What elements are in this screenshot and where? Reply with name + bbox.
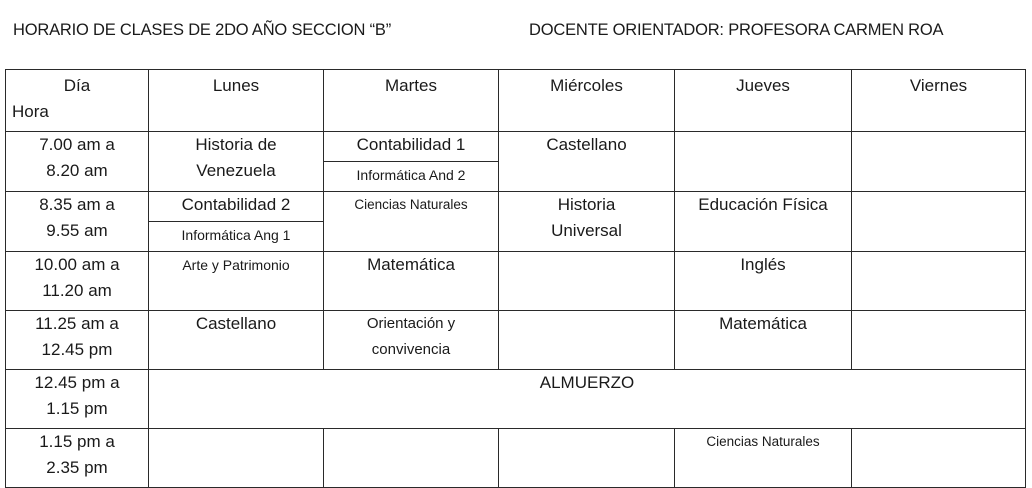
schedule-title: HORARIO DE CLASES DE 2DO AÑO SECCION “B” xyxy=(13,21,391,39)
class-cell-martes-top: Contabilidad 1 xyxy=(324,132,499,162)
time-start: 7.00 am a xyxy=(39,135,115,154)
time-start: 1.15 pm a xyxy=(39,432,115,451)
class-cell-viernes xyxy=(852,311,1026,370)
class-cell-miercoles xyxy=(499,192,675,252)
time-start: 12.45 pm a xyxy=(34,373,120,392)
class-name-line: Universal xyxy=(551,221,622,240)
day-header-viernes: Viernes xyxy=(852,70,1026,132)
lunch-cell: ALMUERZO xyxy=(149,370,1026,429)
class-cell-lunes: Castellano xyxy=(149,311,324,370)
class-cell-lunes-bottom: Informática Ang 1 xyxy=(149,222,324,252)
time-end: 1.15 pm xyxy=(46,399,108,418)
class-cell-viernes xyxy=(852,192,1026,252)
class-name-line: Historia de xyxy=(195,135,277,154)
class-cell-jueves: Ciencias Naturales xyxy=(675,429,852,488)
header-row xyxy=(6,70,1026,132)
class-name-line: Orientación y xyxy=(366,315,456,332)
class-cell-lunes: Arte y Patrimonio xyxy=(149,252,324,311)
class-cell-lunes-top: Contabilidad 2 xyxy=(149,192,324,222)
teacher-label: DOCENTE ORIENTADOR: PROFESORA CARMEN ROA xyxy=(529,21,944,39)
time-cell xyxy=(6,311,149,370)
class-cell-jueves xyxy=(675,132,852,192)
table-row xyxy=(6,132,1026,162)
time-start: 8.35 am a xyxy=(39,195,115,214)
class-cell-miercoles xyxy=(499,311,675,370)
class-cell-jueves: Matemática xyxy=(675,311,852,370)
class-cell-lunes xyxy=(149,132,324,192)
class-cell-martes: Ciencias Naturales xyxy=(324,192,499,252)
time-cell xyxy=(6,192,149,252)
class-cell-miercoles xyxy=(499,252,675,311)
time-end: 8.20 am xyxy=(46,161,108,180)
class-name-line: Historia xyxy=(557,195,616,214)
class-cell-martes: Matemática xyxy=(324,252,499,311)
class-name-line: Venezuela xyxy=(196,161,276,180)
class-cell-martes xyxy=(324,311,499,370)
time-cell xyxy=(6,370,149,429)
corner-day-label: Día xyxy=(63,76,91,95)
corner-hour-label: Hora xyxy=(12,102,49,121)
time-cell xyxy=(6,132,149,192)
table-row xyxy=(6,370,1026,429)
time-start: 11.25 am a xyxy=(35,314,119,333)
day-header-miercoles: Miércoles xyxy=(499,70,675,132)
table-row xyxy=(6,192,1026,222)
time-end: 11.20 am xyxy=(42,281,112,300)
class-cell-miercoles xyxy=(499,429,675,488)
class-schedule-table xyxy=(5,69,1026,488)
class-cell-lunes xyxy=(149,429,324,488)
time-start: 10.00 am a xyxy=(34,255,120,274)
time-cell xyxy=(6,252,149,311)
table-row xyxy=(6,429,1026,488)
time-end: 12.45 pm xyxy=(41,340,113,359)
corner-cell xyxy=(6,70,149,132)
time-cell xyxy=(6,429,149,488)
time-end: 2.35 pm xyxy=(46,458,108,477)
class-name-line: convivencia xyxy=(371,341,451,358)
class-cell-viernes xyxy=(852,252,1026,311)
table-row xyxy=(6,252,1026,311)
day-header-martes: Martes xyxy=(324,70,499,132)
class-cell-viernes xyxy=(852,429,1026,488)
day-header-lunes: Lunes xyxy=(149,70,324,132)
class-cell-miercoles: Castellano xyxy=(499,132,675,192)
time-end: 9.55 am xyxy=(46,221,108,240)
class-cell-viernes xyxy=(852,132,1026,192)
class-cell-martes xyxy=(324,429,499,488)
day-header-jueves: Jueves xyxy=(675,70,852,132)
class-cell-jueves: Inglés xyxy=(675,252,852,311)
table-row xyxy=(6,311,1026,370)
class-cell-martes-bottom: Informática And 2 xyxy=(324,162,499,192)
class-cell-jueves: Educación Física xyxy=(675,192,852,252)
